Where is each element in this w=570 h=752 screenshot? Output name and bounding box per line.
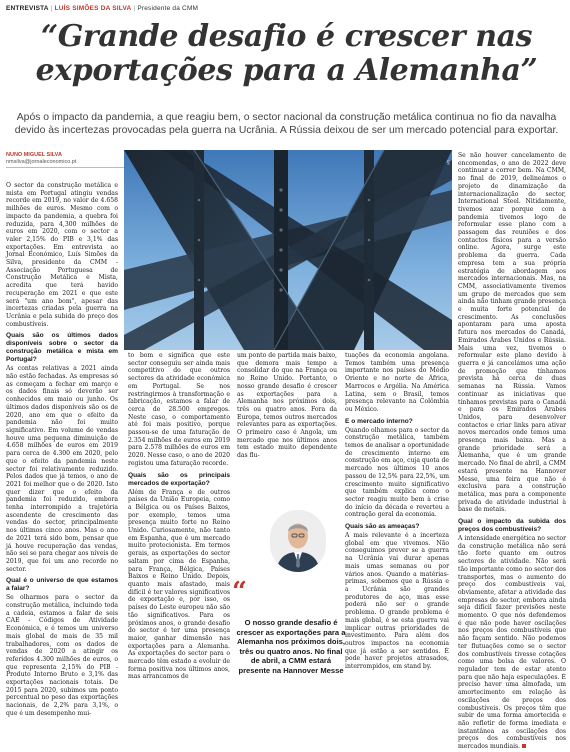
article-column-4 [345,352,449,672]
section-kicker [6,5,198,12]
interviewee-name: LUÍS SIMÕES DA SILVA [54,5,132,12]
article-photo [124,150,452,350]
portrait-illustration [270,510,326,572]
paragraph [458,535,566,751]
paragraph: to bom e significa que este sector conseguiu ser ainda mais competitivo do que outros sectores da atividade económica em Portugal. Se nos restringirmos à transformação e fabricação, estamos a falar de cerca de 28.500 empregos. Neste caso, o comportamento até foi mais positivo, porque passou-se de uma faturação de 2.354 milhões de euros em 2019 para 2.578 milhões de euros em 2020. Nesse caso, o ano de 2020 registou uma faturação recorde. [128,352,230,467]
kicker-separator-2: | [133,5,136,12]
paragraph: A mais relevante é a incerteza global em que vivemos. Não conseguimos prever se a guerra na Ucrânia vai durar apenas mais umas semanas ou por vários anos. Quando a matérias-primas, sobemos que a Rússia e a Ucrânia são grandes produtores de aço, mas esse poderá não ser o grande problema. O grande problema é mais global, é se esta guerra vai implicar outras prioridades de investimento. Para além dos outros impactos na economia que já estão a ser sentidos. É pode haver projetos atrasados, interrompidos, em stand by. [345,532,449,671]
section-label: ENTREVISTA [6,5,49,12]
interviewee-role: Presidente da CMM [137,5,199,12]
article-lead: Após o impacto da pandemia, a que reagiu bem, o sector nacional da construção metálica continua no fio da navalha devido às incertezas provocadas pela guerra na Ucrânia. A Rússia deixou de ser um mercado potencial para exportar. [14,112,559,136]
paragraph: Além de França e de outros países da União Europeia, como a Bélgica ou os Países Baixos, por exemplo, temos uma presença muito forte no Reino Unido. Curiosamente, não tanto em Espanha, que é um mercado muito protecionista. Em termos gerais, as exportações do sector saltam por cima de Espanha, para França, Bélgica, Países Baixos e Reino Unido. Depois, quanto mais afastado, mais difícil é ter valores significativos de exportação e, por isso, os países do Leste europeu não são tão significativos. Para os próximos anos, o grande desafio do sector é ter uma presença maior, ganhar dimensão nas exportações para a Alemanha. As exportações do sector para o mercado têm estado a evoluir de forma positiva nos últimos anos, mas arrancamos de [128,488,230,681]
question-heading: Quais são os últimos dados disponíveis sobre o sector da construção metálica e mista em Portugal? [6,332,118,364]
article-title: “Grande desafio é crescer nas exportações para a Alemanha” [35,19,538,88]
article-column-5 [458,152,566,752]
bridge-photo-illustration [124,150,452,350]
kicker-separator: | [50,5,53,12]
paragraph: Quando olhamos para o sector da construção metálica, também temos de analisar a oportunidade de crescimento interno em construção em aço, cuja quota de mercado nos últimos 10 anos passou de 12,5% para 22,5%, um crescimento muito significativo que também explica como o sector reagiu muito bem à crise do início da década e reverteu a contração geral da economia. [345,426,449,519]
article-column-2 [128,352,230,682]
byline-author: NUNO MIGUEL SILVA [6,152,62,158]
pull-quote: O nosso grande desafio é crescer as exportações para a Alemanha nos próximos dois, três ou quatro anos. No final de abril, a CMM estará presente na Hannover Messe [236,618,346,675]
quote-mark: “ [232,577,247,607]
article-column-1 [6,182,118,719]
end-of-article-mark [522,744,526,748]
question-heading: Qual é o universo de que estamos a falar? [6,577,118,593]
question-heading: Quais são as ameaças? [345,523,420,531]
photo-credit: DR [446,160,450,166]
paragraph: As contas relativas a 2021 ainda não estão fechadas. As empresas só as começam a fechar em março e os dados finais só deverão ser conhecidos em maio ou junho. Os últimos dados disponíveis são os de 2020, ano em que o efeito da pandemia não foi muito significativo. Em volume de vendas houve uma pequena diminuição de 4.658 milhões de euros em 2019 para cerca de 4.300 em 2020, pelo que o efeito da pandemia neste sector foi relativamente reduzido. Pelos dados que já temos, o ano de 2021 foi melhor que o de 2020. Isto quer dizer que o efeito da pandemia foi reduzido, embora tenha interrompido a trajetória ascendente de crescimento das vendas do sector, principalmente nos últimos cinco anos. Mas o ano de 2021 terá sido bom, pensar que já houve recuperação das vendas, não sei se para chegar aos níveis de 2019, que foi um ano recorde no sector. [6,365,118,573]
article-column-3 [237,352,337,461]
paragraph: um ponto de partida mais baixo, que demora mais tempo a consolidar do que na França ou no Reino Unido. Portanto, o nosso grande desafio é crescer as exportações para a Alemanha nos próximos dois, três ou quatro anos. Fora da Europa, temos outros mercados relevantes para as exportações. O primeiro caso é Angola, um mercado que nos últimos anos tem estado muito dependente das flu- [237,352,337,460]
paragraph: Se não houver cancelamento de encomendas, o ano de 2022 deve continuar a correr bem. Na CMM, no final de 2019, delineámos o projeto de dinamização da internacionalização do sector, International Steel. Nitidamente, tivemos azar porque com a pandemia tivemos logo de reformular esse plano com a passagem das reuniões e dos contactos físicos para a versão online. Agora, surge este problema da guerra. Cada empresa tem a sua própria estratégia de abordagem aos mercados internacionais. Mas, na CMM, associativamente tivemos um grupo de mercados que sem ainda não tinham grande presença e muita forte potencial de crescimento. As conclusões apontaram para uma aposta futura nos mercados do Canadá, Emirados Árabes Unidos e Rússia. Mais uma vez, tivemos o reformular este plano devido à guerra e já cancelámos uma ação de promoção que tínhamos prevista há cerca de duas semanas na Rússia. Vamos continuar as iniciativas que tínhamos previstas para o Canadá e para os Emirados Árabes Unidos, para desenvolver contactos e criar links para ativar novos mercados onde temos uma presença mais baixa. Mas a grande prioridade será a Alemanha, que é um grande mercado. No final de abril, a CMM estará presente na Hannover Messe, uma feira que não é exclusiva para a construção metálica, mas para a componente privada de atividade industrial à base de metais. [458,152,566,514]
paragraph: Se olharmos para o sector da construção metálica, incluindo toda a cadeia, estamos a falar de seis CAE - Códigos de Atividade Económica, e é temos um universo mais global de mais de 35 mil trabalhadores, com os dados de vendas de 2020 a atingir os referidos 4.300 milhões de euros, o que representa 2,15% do PIB - Produto Interno Bruto e 3,1% das exportações nacionais totais. De 2015 para 2020, subimos um ponto percentual no peso das exportações nacionais, de 2,2% para 3,1%, o que é um desempenho mui- [6,594,118,717]
question-heading: Quais são os principais mercados de exportação? [128,471,230,487]
interviewee-portrait [270,510,326,572]
question-heading: E o mercado interno? [345,417,413,425]
paragraph: tuações da economia angolana. Temos também uma presença importante nos países do Médio Oriente e no norte de África, Marrocos e Argélia. Na América Latina, sem o Brasil, temos presença relevante na Colômbia ou México. [345,352,449,413]
paragraph-text: A intensidade energética no sector da construção metálica não será tão forte quanto em outros sectores de atividade. Não será tão importante como no sector dos transportes, mas o aumento do preço dos combustíveis vai, obviamente, afetar a atividade das empresas do sector, embora ainda seja difícil fazer previsões neste momento. O que nós defendemos é que não pode haver oscilações nos preços dos combustíveis que não façam sentido. Não podemos ter flutuações como se o sector dos combustíveis tivesse cotações como uma bolsa de valores. O regulador tem de estar atento para que não haja especulações. É preciso haver uma almofada, um amortecimento em relação às oscilações de preços dos combustíveis. Os preços têm que subir de uma forma amortecida e não refletir de forma imediata e instantânea as oscilações dos preços dos combustíveis nos mercados mundiais. [458,535,566,751]
byline-email[interactable]: nmsilva@jornaleconomico.pt [6,159,77,165]
paragraph: O sector da construção metálica e mista em Portugal atingiu vendas recorde em 2019, no valor de 4.658 milhões de euros. Mesmo com o impacto da pandemia, a quebra foi reduzida, para 4,300 milhões de euros em 2020, com o sector a valer 2,15% do PIB e 3,1% das exportações. Em entrevista ao Jornal Económico, Luís Simões da Silva, presidente da CMM - Associação Portuguesa de Construção Metálica e Mista, acredita que terá havido recuperação em 2021 e que este será "um ano bom", apesar das incertezas criadas pela guerra na Ucrânia e pela subida do preço dos combustíveis. [6,182,118,328]
question-heading: Qual o impacto da subida dos preços dos combustíveis? [458,518,566,534]
